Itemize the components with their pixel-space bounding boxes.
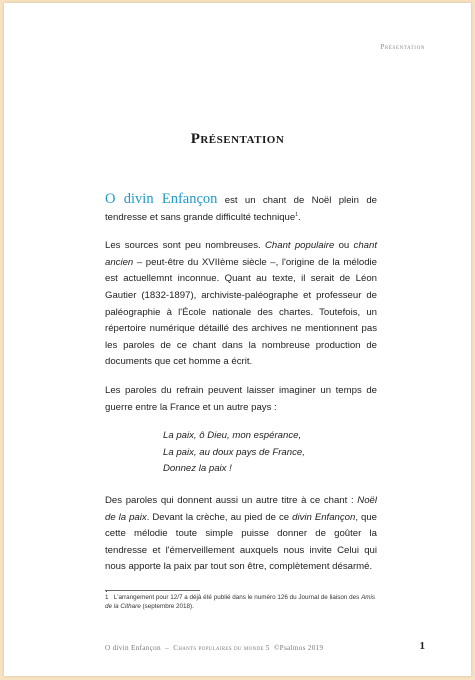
- footer-separator: –: [165, 644, 170, 652]
- page-number: 1: [419, 640, 425, 652]
- peace-italic-noel: Noël de la paix: [105, 494, 378, 523]
- peace-text-a: Des paroles qui donnent aussi un autre titre à ce chant :: [105, 494, 354, 506]
- page-title: Présentation: [190, 131, 285, 147]
- refrain-intro-paragraph: Les paroles du refrain peuvent laisser imaginer un temps de guerre entre la France et un autre pays :: [105, 384, 377, 413]
- sources-text-or: ou: [338, 240, 350, 252]
- refrain-verse: [163, 428, 377, 478]
- footnote: [105, 594, 377, 611]
- footer-copyright: ©Psalmos 2019: [273, 644, 324, 652]
- peace-italic-enfancon: divin Enfançon: [292, 511, 356, 523]
- footnote-italic: Amis de la Cithare: [105, 594, 376, 610]
- footnote-text-a: L'arrangement pour 12/7 a déjà été publié dans le numéro 126 du Journal de liaison des: [113, 594, 360, 601]
- footer-song-title: O divin Enfançon: [105, 644, 161, 652]
- verse-line: La paix, ô Dieu, mon espérance,: [163, 430, 302, 442]
- footer-collection: Chants populaires du monde 5: [173, 644, 270, 652]
- document-page: [4, 3, 471, 676]
- peace-text-c: . Devant la crèche, au pied de ce: [146, 511, 290, 523]
- intro-text: est un chant de Noël plein de tendresse et sans grande difficulté technique: [105, 195, 377, 223]
- intro-end: .: [298, 211, 301, 223]
- page-footer: [105, 644, 323, 652]
- footnote-ref[interactable]: 1: [295, 211, 299, 218]
- sources-italic-ancient: chant ancien: [105, 240, 377, 268]
- peace-paragraph: [105, 493, 377, 576]
- footnote-text-b: (septembre 2018).: [142, 602, 194, 610]
- sources-paragraph: [105, 238, 377, 371]
- intro-paragraph: [105, 191, 377, 226]
- sources-text-a: Les sources sont peu nombreuses.: [105, 240, 261, 252]
- song-title: O divin Enfançon: [105, 191, 218, 207]
- sources-text-e: – peut-être du XVIIème siècle –, l'origine de la mélodie est actuellemnt inconnue. Quant au texte, il serait de Léon Gautier (1832-1897), archiviste-paléographe et professeur de paléographie à l'École nationale des chartes. Toutefois, un répertoire numérique détaillé des archives ne mentionnent pas les paroles de ce chant dans la nombreuse production de documents que cet homme a écrit.: [105, 256, 378, 368]
- sources-italic-popular: Chant populaire: [264, 240, 335, 252]
- running-head: Présentation: [380, 43, 425, 51]
- body-text: [105, 191, 377, 598]
- footnote-rule: [105, 590, 200, 591]
- verse-line: Donnez la paix !: [163, 463, 232, 475]
- peace-text-e: , que cette mélodie toute simple puisse donner de goûter la tendresse et l'émerveillement auxquels nous invite Celui qui nous apporte la paix par tout son être, complètement désarmé.: [105, 511, 378, 573]
- stray-dot: .: [105, 583, 108, 595]
- verse-line: La paix, au doux pays de France,: [163, 446, 305, 458]
- footnote-number: 1: [105, 594, 109, 601]
